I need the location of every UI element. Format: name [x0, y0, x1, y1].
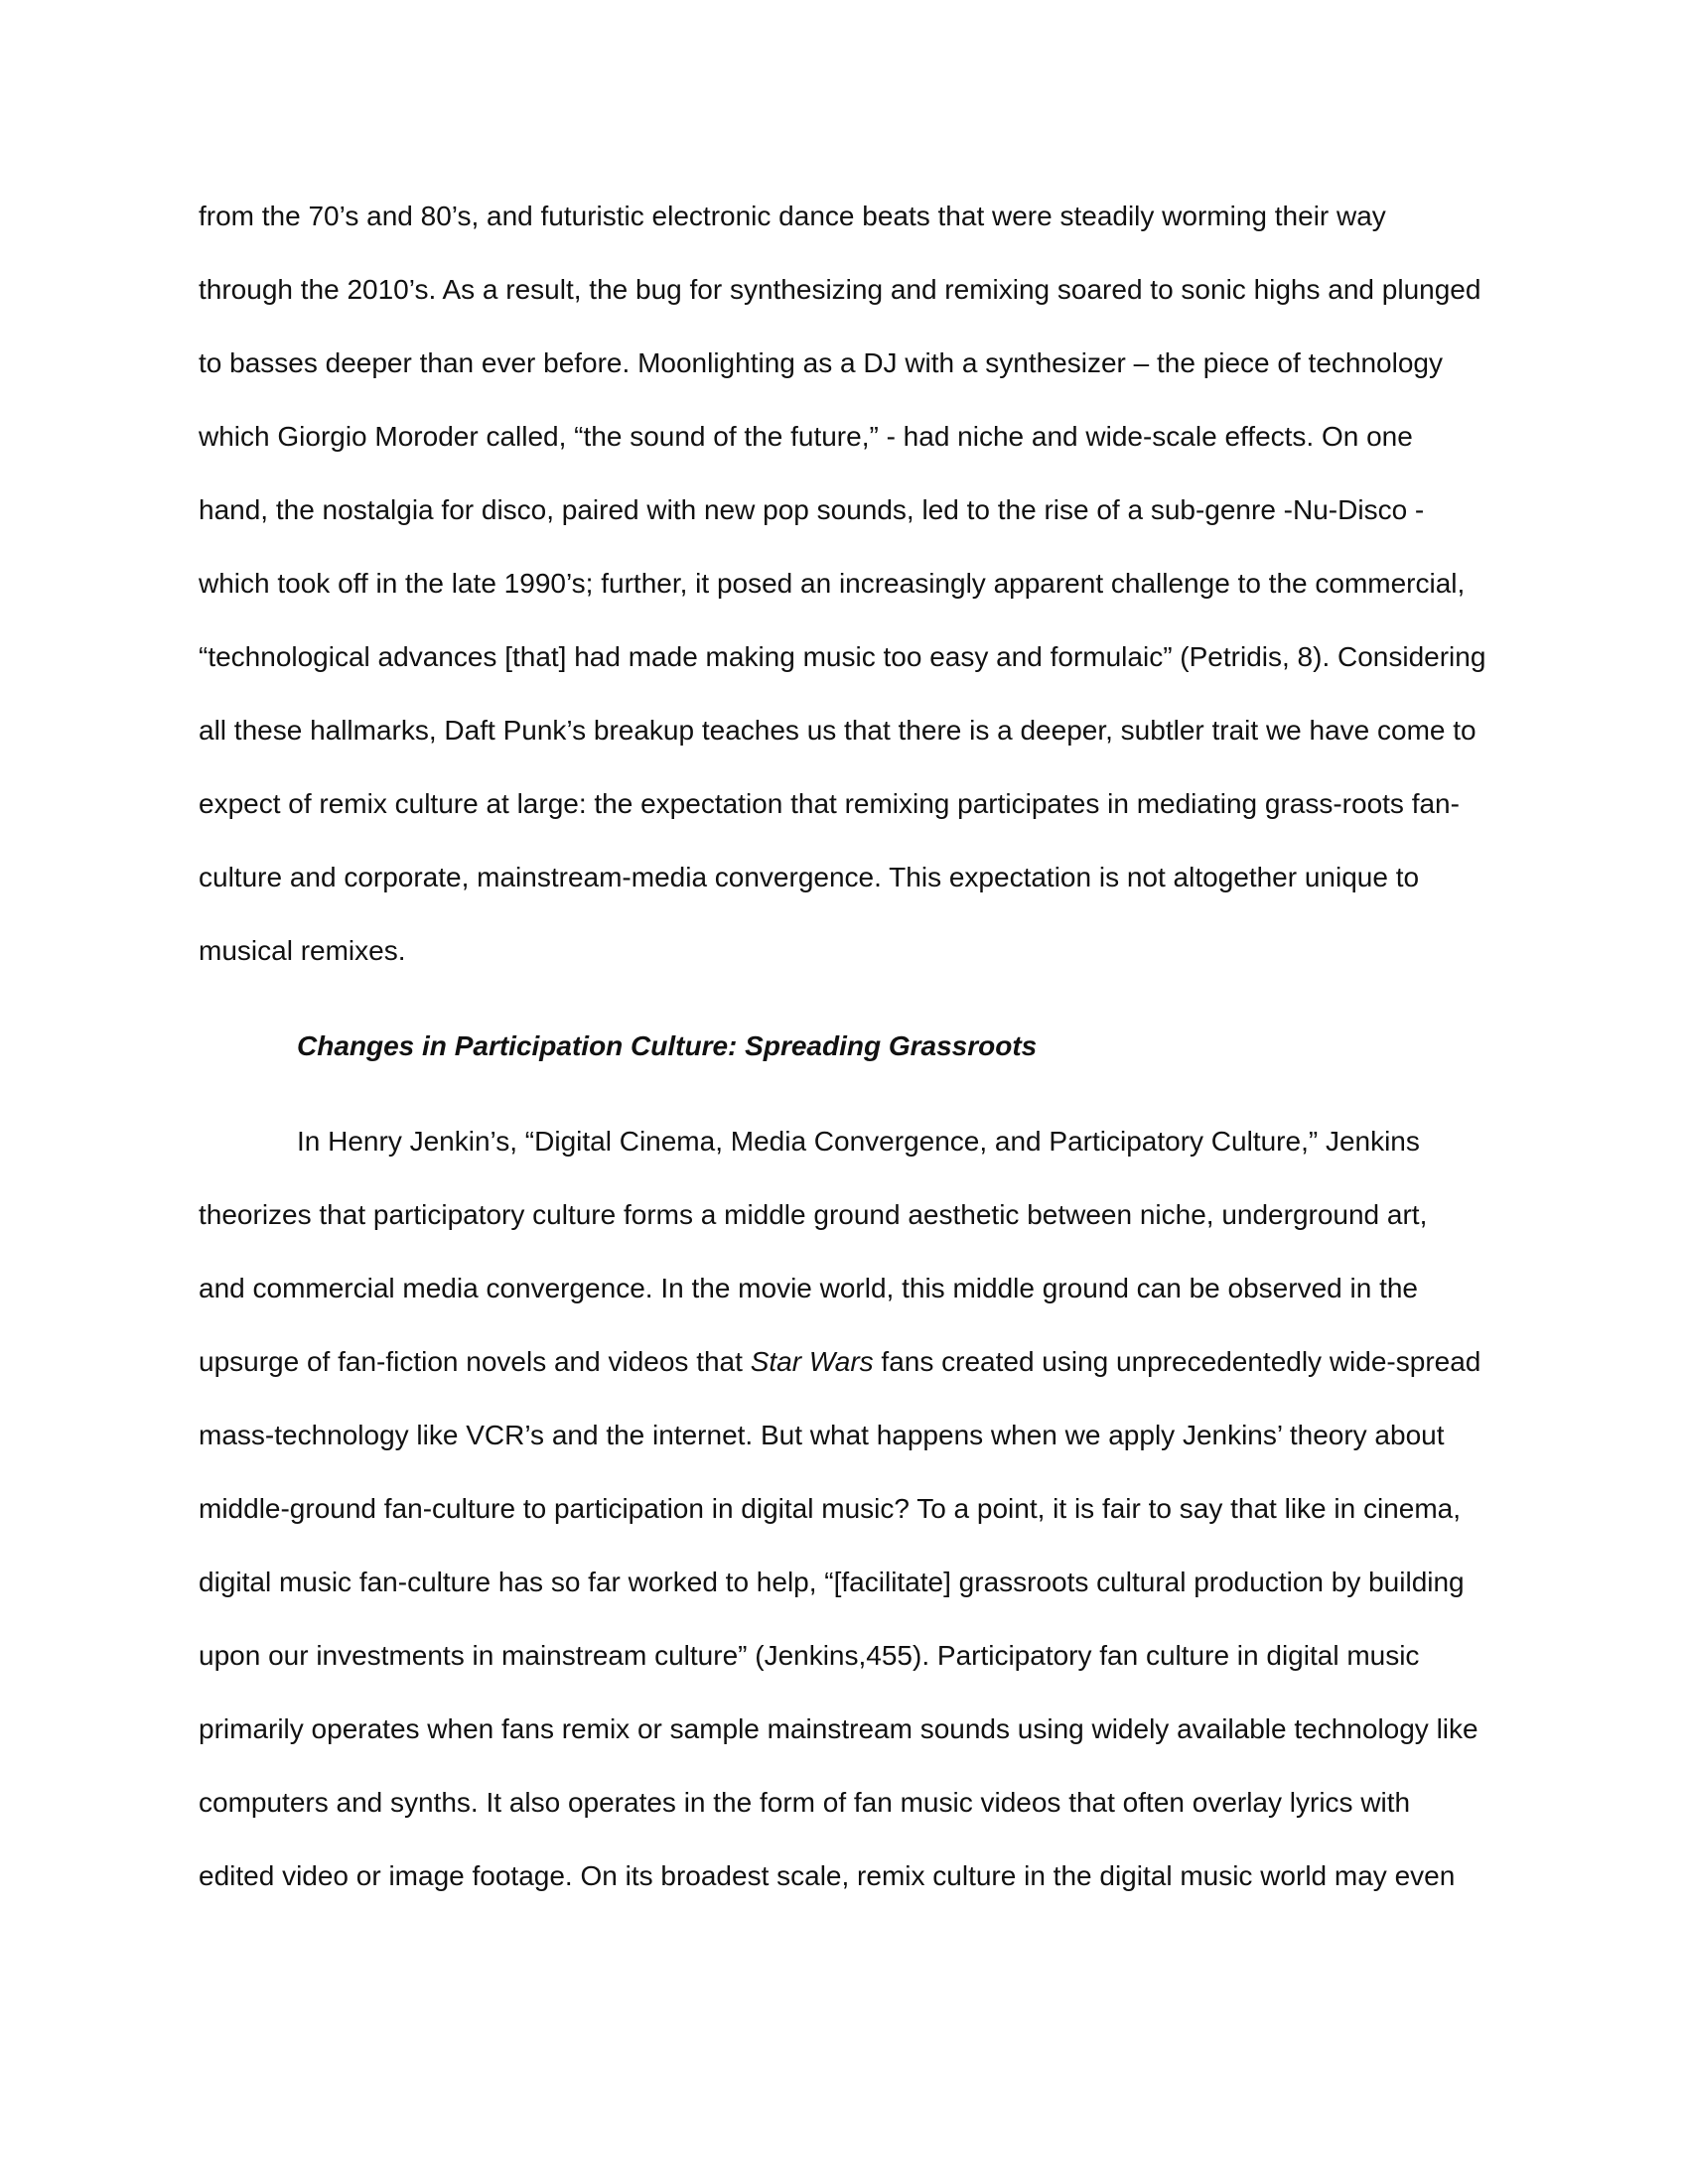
paragraph-line: to basses deeper than ever before. Moonlighting as a DJ with a synthesizer – the piece of technology	[199, 347, 1443, 378]
paragraph-line: all these hallmarks, Daft Punk’s breakup teaches us that there is a deeper, subtler trait we have come to	[199, 715, 1477, 746]
paragraph-line: primarily operates when fans remix or sample mainstream sounds using widely available technology like	[199, 1713, 1478, 1744]
paragraph-line: upon our investments in mainstream culture” (Jenkins,455). Participatory fan culture in digital music	[199, 1640, 1420, 1671]
paragraph-line: which took off in the late 1990’s; further, it posed an increasingly apparent challenge to the commercial,	[199, 568, 1466, 599]
paragraph-line: digital music fan-culture has so far worked to help, “[facilitate] grassroots cultural production by building	[199, 1567, 1465, 1597]
italic-title: Star Wars	[750, 1346, 874, 1377]
paragraph-line: and commercial media convergence. In the movie world, this middle ground can be observed in the	[199, 1273, 1418, 1303]
paragraph-line: mass-technology like VCR’s and the internet. But what happens when we apply Jenkins’ theory about	[199, 1420, 1445, 1450]
paragraph-line: through the 2010’s. As a result, the bug for synthesizing and remixing soared to sonic highs and plunged	[199, 274, 1481, 305]
paragraph-line: computers and synths. It also operates in the form of fan music videos that often overlay lyrics with	[199, 1787, 1411, 1818]
paragraph-line: hand, the nostalgia for disco, paired with new pop sounds, led to the rise of a sub-genre -Nu-Disco -	[199, 494, 1425, 525]
paragraph-line: middle-ground fan-culture to participation in digital music? To a point, it is fair to say that like in cinema,	[199, 1493, 1462, 1524]
paragraph-line: musical remixes.	[199, 935, 406, 966]
paragraph-line: culture and corporate, mainstream-media convergence. This expectation is not altogether unique to	[199, 862, 1420, 892]
section-heading: Changes in Participation Culture: Spreading Grassroots	[297, 1030, 1038, 1061]
paragraph-line: “technological advances [that] had made making music too easy and formulaic” (Petridis, 8). Considering	[199, 641, 1486, 672]
paragraph-line: expect of remix culture at large: the expectation that remixing participates in mediating grass-roots fan-	[199, 788, 1460, 819]
paragraph-line: edited video or image footage. On its broadest scale, remix culture in the digital music world may even	[199, 1860, 1456, 1891]
paragraph-line: from the 70’s and 80’s, and futuristic electronic dance beats that were steadily worming their way	[199, 201, 1386, 231]
paragraph-text: fans created using unprecedentedly wide-spread	[873, 1346, 1481, 1377]
paragraph-line: In Henry Jenkin’s, “Digital Cinema, Media Convergence, and Participatory Culture,” Jenkins	[297, 1126, 1420, 1157]
paragraph-text: upsurge of fan-fiction novels and videos that	[199, 1346, 751, 1377]
paragraph-line: theorizes that participatory culture forms a middle ground aesthetic between niche, underground art,	[199, 1199, 1428, 1230]
paragraph-line	[199, 1342, 1480, 1382]
paragraph-line: which Giorgio Moroder called, “the sound of the future,” - had niche and wide-scale effects. On one	[199, 421, 1413, 452]
